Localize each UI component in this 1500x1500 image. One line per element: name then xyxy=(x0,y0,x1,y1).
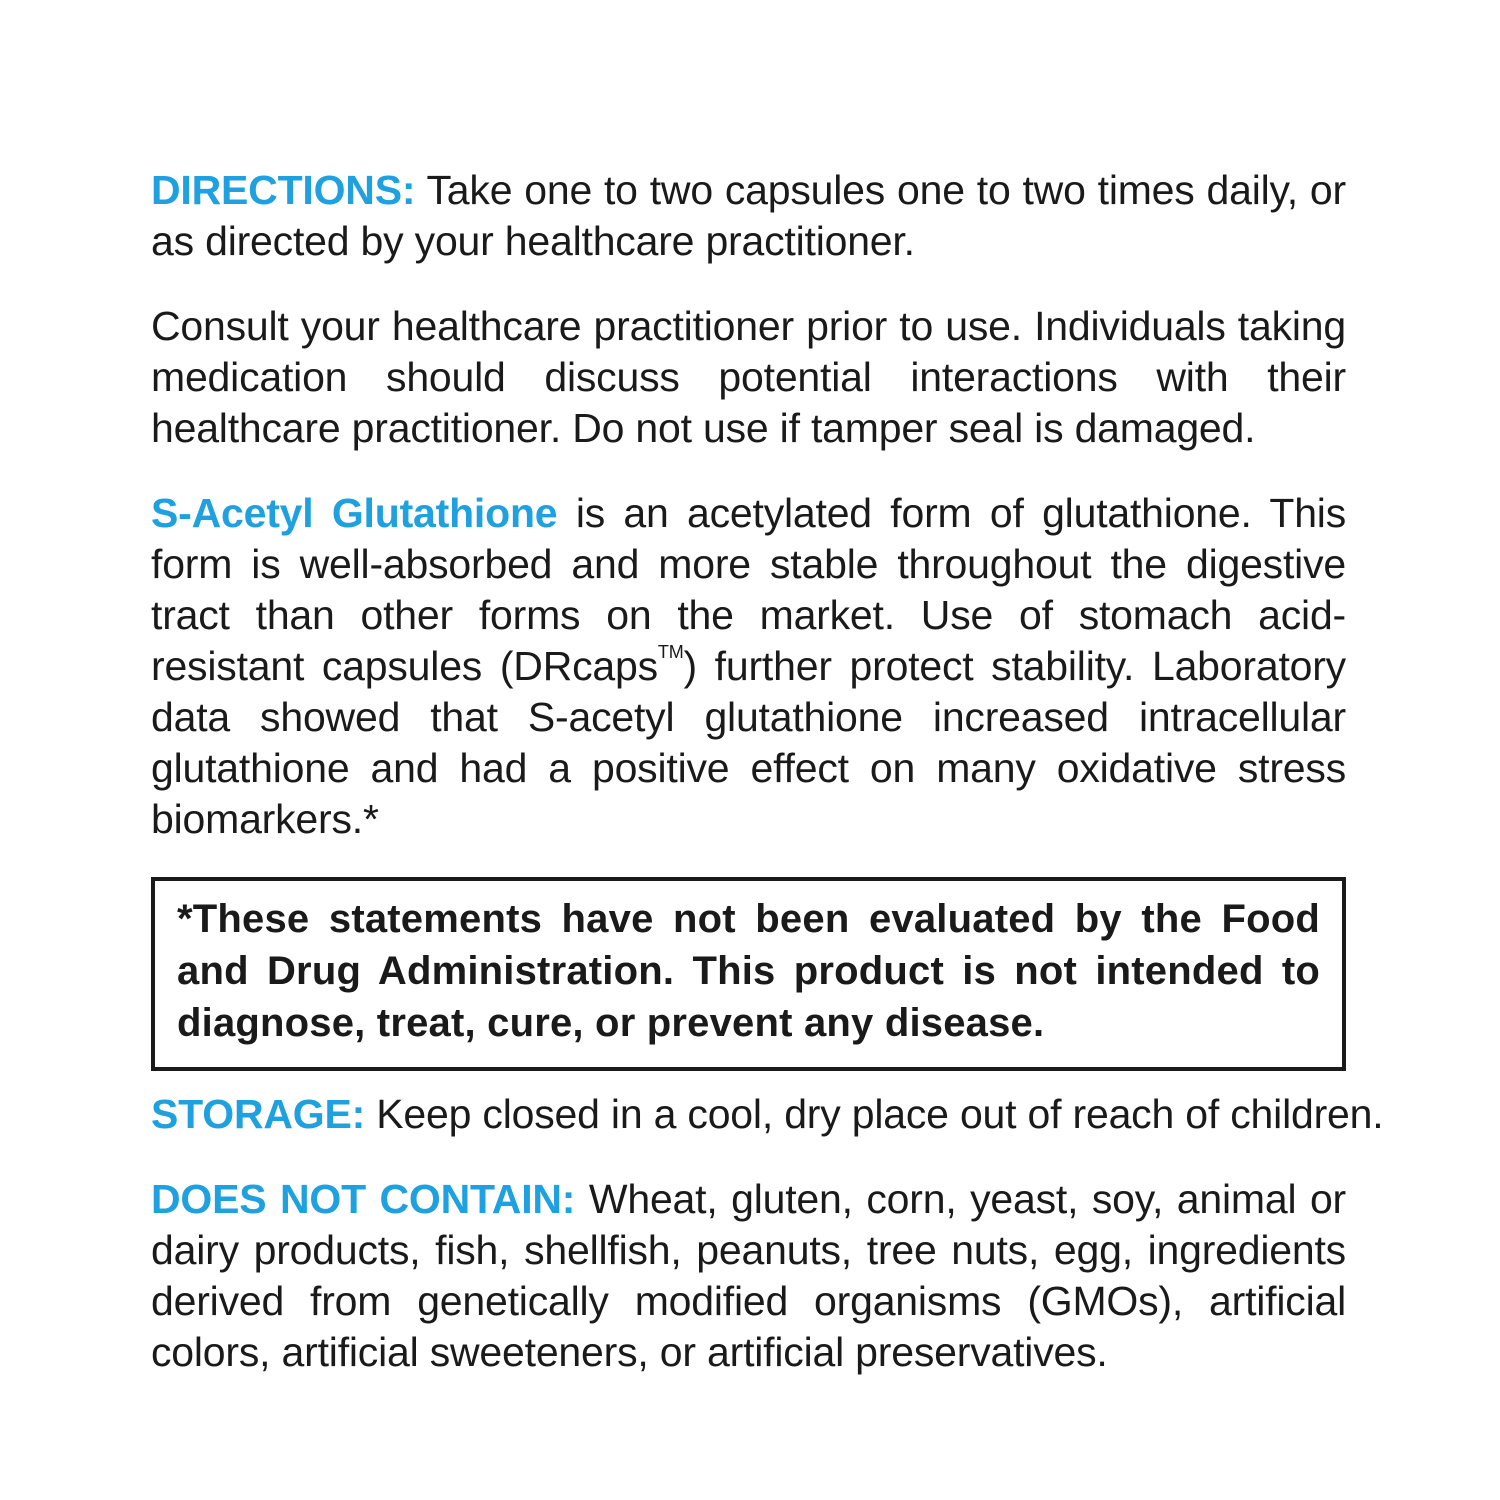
product-name: S-Acetyl Glutathione xyxy=(151,490,558,536)
directions-paragraph xyxy=(151,165,1346,267)
storage-heading: STORAGE: xyxy=(151,1091,366,1137)
does-not-contain-heading: DOES NOT CONTAIN: xyxy=(151,1176,576,1222)
storage-paragraph xyxy=(151,1089,1384,1140)
storage-text: Keep closed in a cool, dry place out of reach of children. xyxy=(365,1091,1384,1137)
caution-paragraph: Consult your healthcare practitioner prior to use. Individuals taking medication should discuss potential interactions with their healthcare practitioner. Do not use if tamper seal is damaged. xyxy=(151,303,1346,451)
label-text-block xyxy=(151,165,1384,1378)
does-not-contain-text: Wheat, gluten, corn, yeast, soy, animal or dairy products, fish, shellfish, peanuts, tree nuts, egg, ingredients derived from genetically modified organisms (GMOs), artificial colors, artificial sweeteners, or artificial preservatives. xyxy=(151,1176,1346,1375)
description-text-part-1: is an acetylated form of glutathione. This form is well-absorbed and more stable throughout the digestive tract than other forms on the market. Use of stomach acid-resistant capsules (DRcaps xyxy=(151,490,1346,689)
description-paragraph xyxy=(151,488,1346,845)
description-text-part-2: ) further protect stability. Laboratory data showed that S-acetyl glutathione increased intracellular glutathione and had a positive effect on many oxidative stress biomarkers.* xyxy=(151,643,1346,842)
does-not-contain-paragraph xyxy=(151,1174,1346,1378)
fda-disclaimer-box xyxy=(151,877,1346,1071)
trademark-mark: TM xyxy=(657,642,684,662)
directions-heading: DIRECTIONS: xyxy=(151,167,416,213)
directions-text: Take one to two capsules one to two times daily, or as directed by your healthcare practitioner. xyxy=(151,167,1346,264)
fda-disclaimer-text: *These statements have not been evaluated by the Food and Drug Administration. This product is not intended to diagnose, treat, cure, or prevent any disease. xyxy=(177,897,1320,1045)
